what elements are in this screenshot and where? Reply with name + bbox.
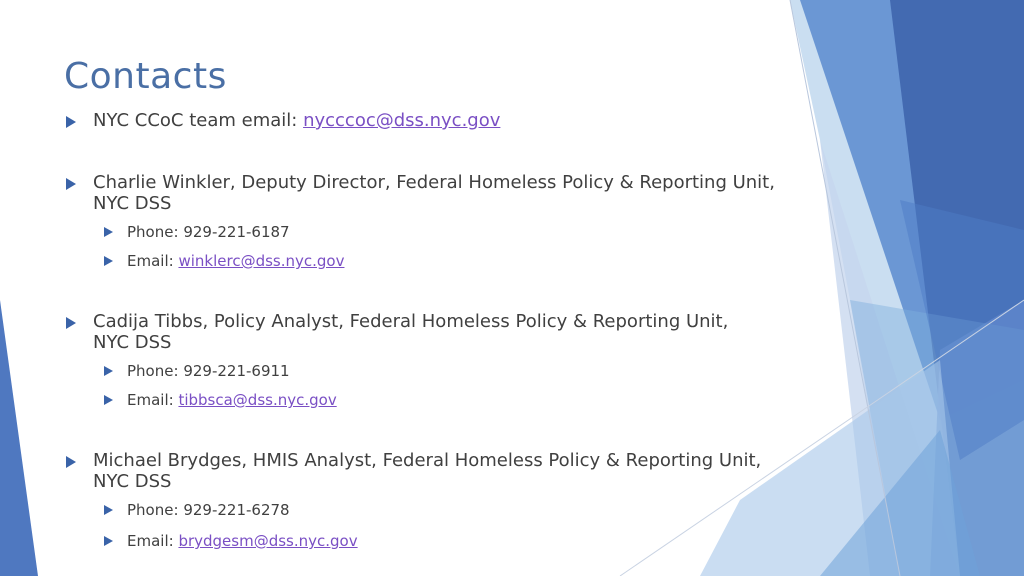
triangle-bullet-icon [104,227,113,237]
contact-org: NYC DSS [93,332,172,353]
contact-name-line: Cadija Tibbs, Policy Analyst, Federal Homeless Policy & Reporting Unit, [93,311,729,332]
team-email-link[interactable]: nycccoc@dss.nyc.gov [303,110,501,131]
triangle-bullet-icon [66,456,76,468]
email-link[interactable]: brydgesm@dss.nyc.gov [178,532,358,550]
slide-title: Contacts [64,56,227,97]
triangle-bullet-icon [104,256,113,266]
triangle-bullet-icon [104,395,113,405]
contact-name-line: Charlie Winkler, Deputy Director, Federal Homeless Policy & Reporting Unit, [93,172,775,193]
email-label: Email: [127,532,174,550]
triangle-bullet-icon [66,178,76,190]
triangle-bullet-icon [66,116,76,128]
phone-number: 929-221-6187 [183,223,290,241]
triangle-bullet-icon [104,505,113,515]
triangle-bullet-icon [104,536,113,546]
team-email-label: NYC CCoC team email: [93,110,298,131]
phone-label: Phone: [127,223,179,241]
contact-org: NYC DSS [93,193,172,214]
email-link[interactable]: winklerc@dss.nyc.gov [178,252,345,270]
phone-number: 929-221-6278 [183,501,290,519]
phone-label: Phone: [127,501,179,519]
email-label: Email: [127,391,174,409]
contact-org: NYC DSS [93,471,172,492]
phone-number: 929-221-6911 [183,362,290,380]
email-link[interactable]: tibbsca@dss.nyc.gov [178,391,337,409]
triangle-bullet-icon [66,317,76,329]
email-label: Email: [127,252,174,270]
triangle-bullet-icon [104,366,113,376]
phone-label: Phone: [127,362,179,380]
contact-name-line: Michael Brydges, HMIS Analyst, Federal Homeless Policy & Reporting Unit, [93,450,762,471]
